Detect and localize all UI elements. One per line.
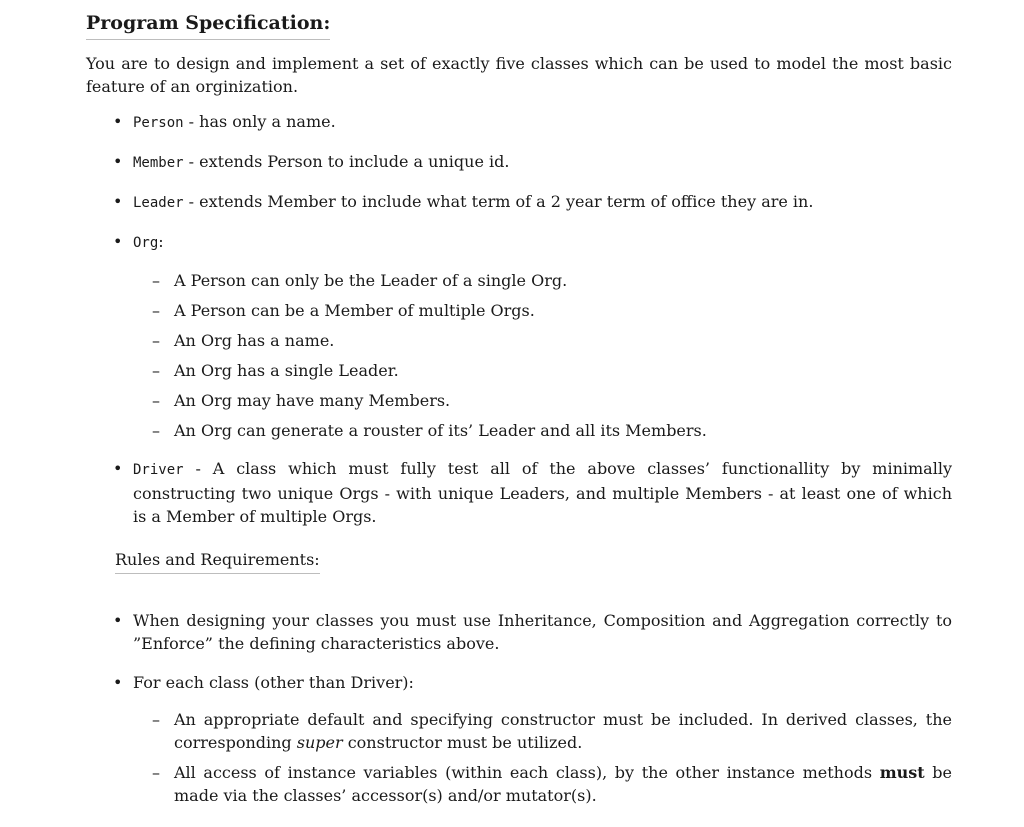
class-rule-text-a: All access of instance variables (within each class), by the other instance methods <box>174 763 880 782</box>
class-name-person: Person <box>133 115 184 131</box>
dash-icon: – <box>152 391 160 410</box>
rules-item-inheritance <box>86 609 952 655</box>
dash-icon: – <box>152 301 160 320</box>
org-rule-item <box>86 299 952 322</box>
list-item-driver <box>86 457 952 528</box>
class-desc-leader: - extends Member to include what term of a 2 year term of office they are in. <box>183 192 814 211</box>
bullet-icon: • <box>113 152 123 171</box>
org-rule-text: A Person can only be the Leader of a single Org. <box>174 271 568 290</box>
dash-icon: – <box>152 710 160 729</box>
list-item-org <box>86 230 952 255</box>
dash-icon: – <box>152 361 160 380</box>
dash-icon: – <box>152 271 160 290</box>
class-rule-emphasis: super <box>296 733 343 752</box>
class-rule-strong: must <box>879 763 925 782</box>
dash-icon: – <box>152 421 160 440</box>
class-rule-text-b: be made via the classes’ accessor(s) and/or mutator(s). <box>174 763 953 805</box>
org-rule-item <box>86 359 952 382</box>
org-rule-text: A Person can be a Member of multiple Orgs. <box>174 301 535 320</box>
org-rule-text: An Org has a name. <box>174 331 335 350</box>
class-desc-driver: - A class which must fully test all of the above classes’ functionallity by minimally constructing two unique Orgs - with unique Leaders, and multiple Members - at least one of which is a Member of multiple Orgs. <box>133 459 952 526</box>
dash-icon: – <box>152 331 160 350</box>
class-rule-accessors <box>86 761 952 807</box>
class-desc-member: - extends Person to include a unique id. <box>183 152 510 171</box>
bullet-icon: • <box>113 192 123 211</box>
class-name-driver: Driver <box>133 462 184 478</box>
bullet-icon: • <box>113 112 123 131</box>
class-rule-constructor <box>86 708 952 754</box>
org-rule-text: An Org has a single Leader. <box>174 361 399 380</box>
org-rule-item <box>86 389 952 412</box>
bullet-icon: • <box>113 459 123 478</box>
rules-heading-row <box>86 548 952 574</box>
class-desc-org: : <box>158 232 164 251</box>
org-rule-text: An Org can generate a rouster of its’ Leader and all its Members. <box>174 421 707 440</box>
class-rule-text-a: An appropriate default and specifying constructor must be included. In derived classes, the corresponding <box>174 710 952 752</box>
bullet-icon: • <box>113 232 123 251</box>
class-name-member: Member <box>133 155 184 171</box>
page-title: Program Specification: <box>86 10 330 40</box>
list-item-member <box>86 150 952 175</box>
rules-item-text: When designing your classes you must use Inheritance, Composition and Aggregation correctly to ”Enforce” the defining characteristics above. <box>133 611 952 653</box>
rules-list <box>86 609 952 694</box>
class-list <box>86 110 952 255</box>
rules-heading: Rules and Requirements: <box>115 548 320 574</box>
org-rule-text: An Org may have many Members. <box>174 391 451 410</box>
class-name-org: Org <box>133 235 159 251</box>
dash-icon: – <box>152 763 160 782</box>
class-rule-text-b: constructor must be utilized. <box>342 733 583 752</box>
org-rule-item <box>86 419 952 442</box>
org-rules-list <box>86 269 952 442</box>
bullet-icon: • <box>113 673 123 692</box>
list-item-person <box>86 110 952 135</box>
intro-paragraph: You are to design and implement a set of exactly five classes which can be used to model the most basic feature of an orginization. <box>86 54 952 96</box>
org-rule-item <box>86 269 952 292</box>
org-rule-item <box>86 329 952 352</box>
class-rules-list <box>86 708 952 807</box>
bullet-icon: • <box>113 611 123 630</box>
rules-item-each-class <box>86 671 952 694</box>
driver-list <box>86 457 952 528</box>
document-page <box>86 8 952 807</box>
rules-item-text: For each class (other than Driver): <box>133 673 414 692</box>
class-desc-person: - has only a name. <box>183 112 336 131</box>
class-name-leader: Leader <box>133 195 184 211</box>
list-item-leader <box>86 190 952 215</box>
